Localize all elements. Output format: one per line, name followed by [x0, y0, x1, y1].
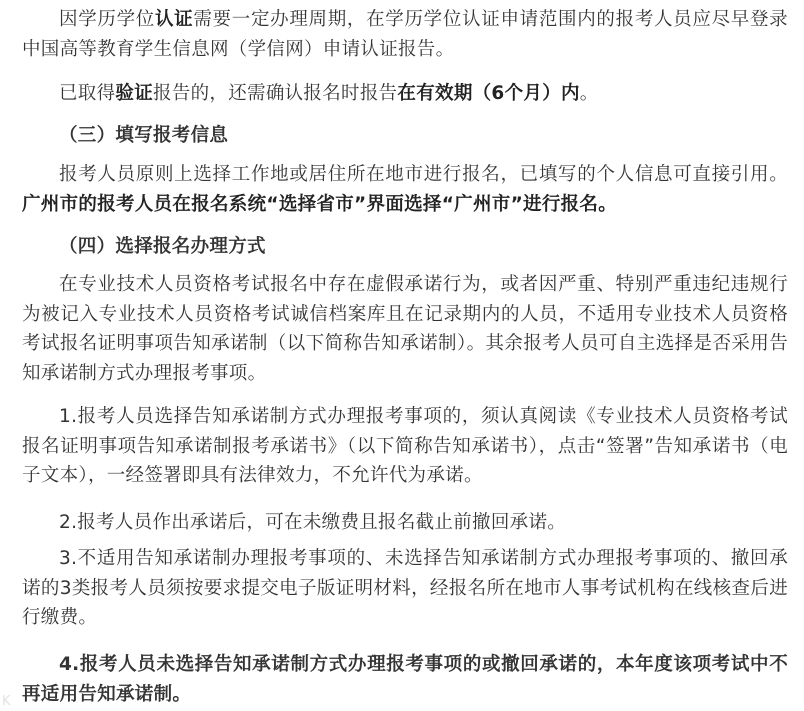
paragraph-item-1: 1.报考人员选择告知承诺制方式办理报考事项的，须认真阅读《专业技术人员资格考试报名证明事项告知承诺制报考承诺书》（以下简称告知承诺书），点击“签署”告知承诺书（电子文本），一经签署即具有法律效力，不允许代为承诺。: [22, 406, 788, 486]
paragraph-verification: 已取得验证报告的，还需确认报名时报告在有效期（6个月）内。: [59, 83, 599, 104]
watermark-logo: K: [2, 694, 11, 709]
paragraph-fill-info: 报考人员原则上选择工作地或居住所在地市进行报名，已填写的个人信息可直接引用。广州市的报考人员在报名系统“选择省市”界面选择“广州市”进行报名。: [22, 164, 788, 215]
paragraph-item-3: 3.不适用告知承诺制办理报考事项的、未选择告知承诺制方式办理报考事项的、撤回承诺的3类报考人员须按要求提交电子版证明材料，经报名所在地市人事考试机构在线核查后进行缴费。: [22, 548, 788, 628]
section-heading-fill-info: （三）填写报考信息: [59, 125, 229, 146]
paragraph-method-intro: 在专业技术人员资格考试报名中存在虚假承诺行为，或者因严重、特别严重违纪违规行为被记入专业技术人员资格考试诚信档案库且在记录期内的人员，不适用专业技术人员资格考试报名证明事项告知承诺制（以下简称告知承诺制）。其余报考人员可自主选择是否采用告知承诺制方式办理报考事项。: [22, 274, 788, 384]
paragraph-item-2: 2.报考人员作出承诺后，可在未缴费且报名截止前撤回承诺。: [59, 512, 567, 533]
section-heading-method: （四）选择报名办理方式: [59, 236, 266, 257]
paragraph-certification: 因学历学位认证需要一定办理周期，在学历学位认证申请范围内的报考人员应尽早登录中国高等教育学生信息网（学信网）申请认证报告。: [22, 9, 788, 60]
paragraph-item-4: 4.报考人员未选择告知承诺制方式办理报考事项的或撤回承诺的，本年度该项考试中不再适用告知承诺制。: [22, 654, 788, 705]
